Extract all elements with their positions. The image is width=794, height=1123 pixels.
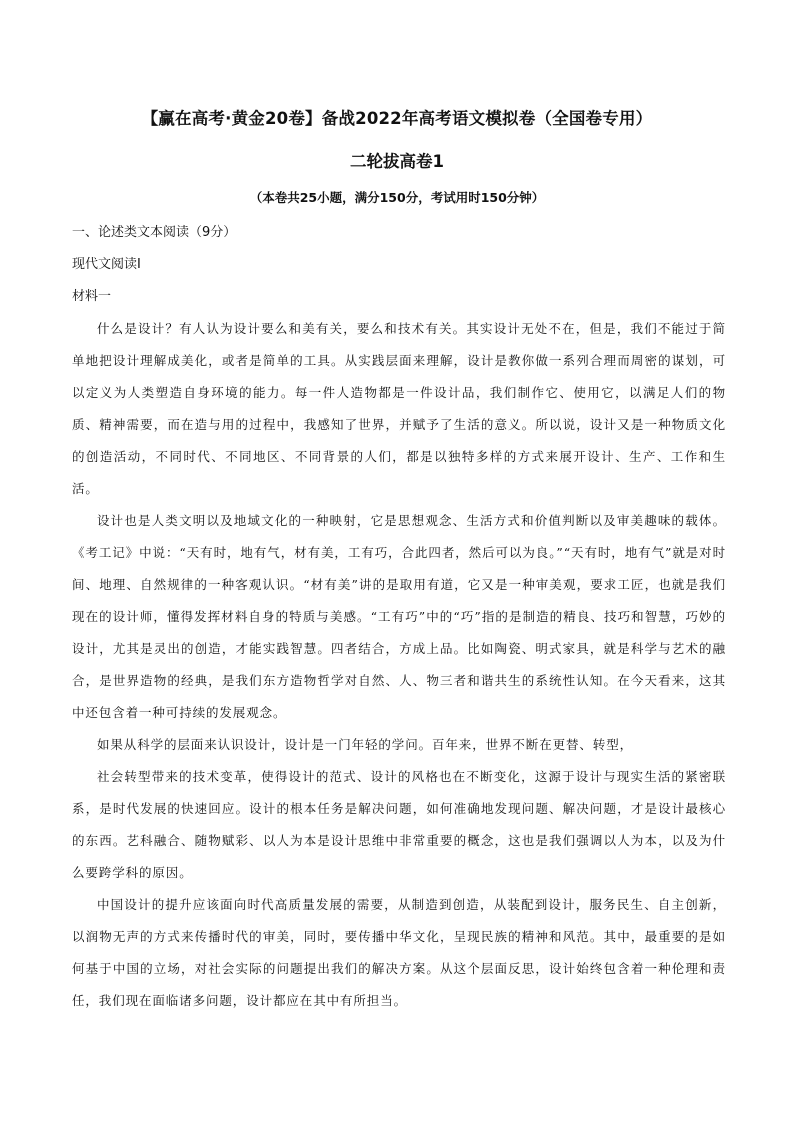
material-label: 材料一 <box>72 289 112 304</box>
paragraph-2: 设计也是人类文明以及地域文化的一种映射，它是思想观念、生活方式和价值判断以及审美趣味的载体。《考工记》中说：“天有时，地有气，材有美，工有巧，合此四者，然后可以为良。”“天有时，地有气”就是对时间、地理、自然规律的一种客观认识。“材有美”讲的是取用有道，它又是一种审美观，要求工匠，也就是我们现在的设计师，懂得发挥材料自身的特质与美感。“工有巧”中的“巧”指的是制造的精良、技巧和智慧，巧妙的设计，尤其是灵出的创造，才能实践智慧。四者结合，方成上品。比如陶瓷、明式家具，就是科学与艺术的融合，是世界造物的经典，是我们东方造物哲学对自然、人、物三者和谐共生的系统性认知。在今天看来，这其中还包含着一种可持续的发展观念。 <box>72 513 726 720</box>
section-subheading: 现代文阅读Ⅰ <box>72 257 141 272</box>
paragraph-1: 什么是设计？有人认为设计要么和美有关，要么和技术有关。其实设计无处不在，但是，我们不能过于简单地把设计理解成美化，或者是简单的工具。从实践层面来理解，设计是教你做一系列合理而周密的谋划，可以定义为人类塑造自身环境的能力。每一件人造物都是一件设计品，我们制作它、使用它，以满足人们的物质、精神需要，而在造与用的过程中，我感知了世界，并赋予了生活的意义。所以说，设计又是一种物质文化的创造活动，不同时代、不同地区、不同背景的人们，都是以独特多样的方式来展开设计、生产、工作和生活。 <box>72 321 726 496</box>
exam-note: （本卷共25小题，满分150分，考试用时150分钟） <box>249 190 545 205</box>
exam-subtitle: 二轮拔高卷1 <box>350 152 444 171</box>
paragraph-4: 社会转型带来的技术变革，使得设计的范式、设计的风格也在不断变化，这源于设计与现实生活的紧密联系，是时代发展的快速回应。设计的根本任务是解决问题，如何准确地发现问题、解决问题，才是设计最核心的东西。艺科融合、随物赋彩、以人为本是设计思维中非常重要的概念，这也是我们强调以人为本，以及为什么要跨学科的原因。 <box>72 769 726 880</box>
section-heading: 一、论述类文本阅读（9分） <box>72 225 237 240</box>
passage-body <box>72 313 726 1017</box>
paragraph-5: 中国设计的提升应该面向时代高质量发展的需要，从制造到创造，从装配到设计，服务民生、自主创新，以润物无声的方式来传播时代的审美，同时，要传播中华文化，呈现民族的精神和风范。其中，最重要的是如何基于中国的立场，对社会实际的问题提出我们的解决方案。从这个层面反思，设计始终包含着一种伦理和责任，我们现在面临诸多问题，设计都应在其中有所担当。 <box>72 897 726 1008</box>
paragraph-3: 如果从科学的层面来认识设计，设计是一门年轻的学问。百年来，世界不断在更替、转型， <box>97 737 634 752</box>
exam-title: 【赢在高考·黄金20卷】备战2022年高考语文模拟卷（全国卷专用） <box>141 109 653 128</box>
